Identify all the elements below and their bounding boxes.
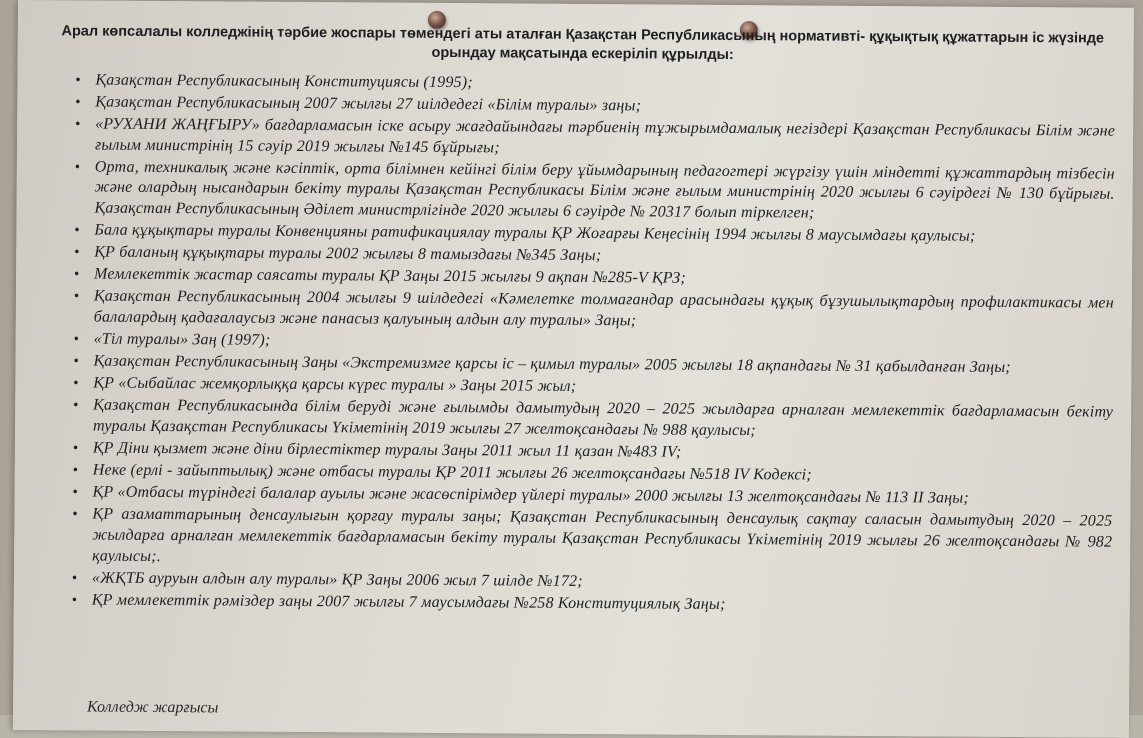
list-item: • ҚР «Отбасы түріндегі балалар ауылы және жасөспірімдер үйлері туралы» 2000 жылғы 13 желтоқсандағы № 113 II Заңы; [72, 483, 1112, 511]
list-item: • ҚР баланың құқықтары туралы 2002 жылғы 8 тамыздағы №345 Заңы; [74, 243, 1114, 271]
list-item: • Қазақстан Республикасының Конституциясы (1995); [75, 70, 1115, 98]
cut-off-footer-text: Колледж жарғысы [87, 698, 219, 717]
list-item: • ҚР Діни қызмет және діни бірлестіктер туралы Заңы 2011 жыл 11 қазан №483 IV; [73, 438, 1113, 466]
list-item: • Неке (ерлі - зайыптылық) және отбасы туралы ҚР 2011 жылғы 26 желтоқсандағы №518 IV Кодексі; [73, 461, 1113, 489]
list-item: • Орта, техникалық және кәсіптік, орта білімнен кейінгі білім беру ұйымдарының педагогтері жүргізу үшін міндетті құжаттардың тізбесін және олардың нысандарын бекіту туралы Қазақстан Республикасы Білім және ғылым министрінің 2020 жылғы 6 сәуірдегі № 130 бұйрығы. Қазақстан Республикасының Әділет министрлігінде 2020 жылғы 6 сәуірде № 20317 болып тіркелген; [74, 157, 1114, 226]
legal-documents-list [72, 70, 1116, 619]
list-item: • «РУХАНИ ЖАҢҒЫРУ» бағдарламасын іске асыру жағдайындағы тәрбиенің тұжырымдамалық негіздері Қазақстан Республикасы Білім және ғылым министрінің 15 сәуір 2019 жылғы №145 бұйрығы; [75, 115, 1115, 163]
list-item: • Қазақстан Республикасының 2004 жылғы 9 шілдедегі «Кәмелетке толмағандар арасындағы құқық бұзушылықтардың профилактикасы мен балалардың қадағалаусыз және панасыз қалуының алдын алу туралы» Заңы; [74, 287, 1114, 335]
list-item: • Мемлекеттік жастар саясаты туралы ҚР Заңы 2015 жылғы 9 ақпан №285-V ҚРЗ; [74, 265, 1114, 293]
document-title: Арал көпсалалы колледжінің тәрбие жоспары төмендегі аты аталған Қазақстан Республикасының нормативті- құқықтық құжаттарын іс жүзінде орындау мақсатында ескеріліп құрылды: [61, 23, 1105, 63]
list-item: • Қазақстан Республикасының 2007 жылғы 27 шілдедегі «Білім туралы» заңы; [75, 92, 1115, 120]
list-item: • Бала құқықтары туралы Конвенцияны ратификациялау туралы ҚР Жоғарғы Кеңесінің 1994 жылғы 8 маусымдағы қаулысы; [74, 221, 1114, 249]
list-item: • «ЖҚТБ ауруын алдын алу туралы» ҚР Заңы 2006 жыл 7 шілде №172; [72, 568, 1112, 596]
list-item: • ҚР азаматтарының денсаулығын қорғау туралы заңы; Қазақстан Республикасының денсаулық сақтау саласын дамытудың 2020 – 2025 жылдарға арналған мемлекеттік бағдарламасын бекіту туралы Қазақстан Республикасы Үкіметінің 2019 жылғы 26 желтоқсандағы № 982 қаулысы;. [72, 505, 1112, 574]
document-sheet [13, 0, 1134, 738]
list-item: • «Тіл туралы» Заң (1997); [74, 330, 1114, 358]
list-item: • Қазақстан Республикасының Заңы «Экстремизмге қарсы іс – қимыл туралы» 2005 жылғы 18 ақпандағы № 31 қабылданған Заңы; [73, 352, 1113, 380]
list-item: • Қазақстан Республикасында білім беруді және ғылымды дамытудың 2020 – 2025 жылдарға арналған мемлекеттік бағдарламасын бекіту туралы Қазақстан Республикасы Үкіметінің 2019 жылғы 27 желтоқсандағы № 988 қаулысы; [73, 396, 1113, 444]
list-item: • ҚР мемлекеттік рәміздер заңы 2007 жылғы 7 маусымдағы №258 Конституциялық Заңы; [72, 590, 1112, 618]
list-item: • ҚР «Сыбайлас жемқорлыққа қарсы күрес туралы » Заңы 2015 жыл; [73, 374, 1113, 402]
